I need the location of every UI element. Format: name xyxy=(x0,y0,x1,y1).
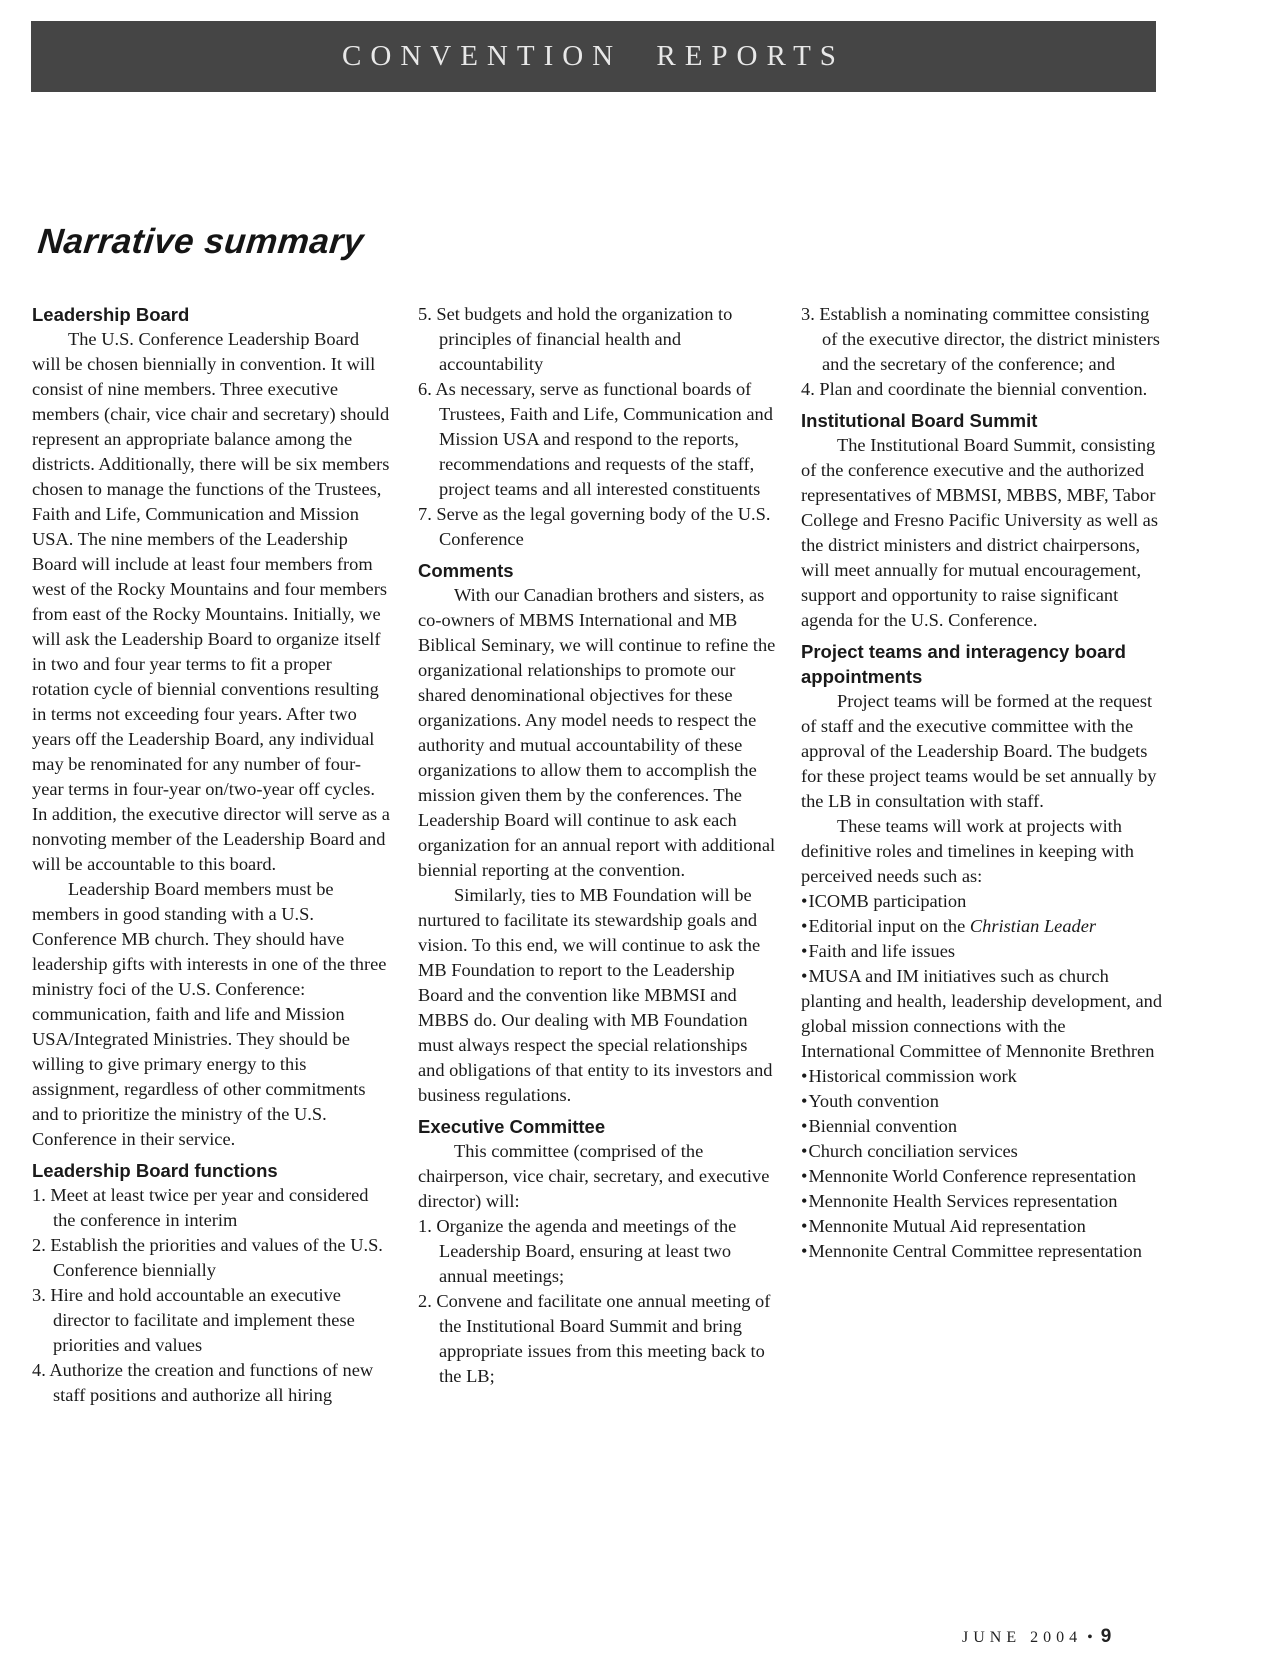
list-item: • Historical commission work xyxy=(801,1064,1163,1089)
functions-list xyxy=(32,1183,392,1408)
paragraph: These teams will work at projects with definitive roles and timelines in keeping with perceived needs such as: xyxy=(801,816,1134,886)
list-item: 1. Organize the agenda and meetings of the Leadership Board, ensuring at least two annual meetings; xyxy=(418,1216,737,1286)
heading-leadership-board-functions: Leadership Board functions xyxy=(32,1160,278,1181)
list-item: 2. Convene and facilitate one annual meeting of the Institutional Board Summit and bring appropriate issues from this meeting back to the LB; xyxy=(418,1291,771,1386)
page-number: 9 xyxy=(1100,1626,1112,1647)
list-item xyxy=(801,914,1163,939)
list-item: 3. Establish a nominating committee consisting of the executive director, the district ministers and the secretary of the conference; and xyxy=(801,304,1160,374)
paragraph: The Institutional Board Summit, consisting of the conference executive and the authorized representatives of MBMSI, MBBS, MBF, Tabor College and Fresno Pacific University as well as the district ministers and district chairpersons, will meet annually for mutual encouragement, support and opportunity to raise significant agenda for the U.S. Conference. xyxy=(801,435,1159,630)
heading-project-teams: Project teams and interagency board appointments xyxy=(801,641,1126,687)
needs-list xyxy=(801,889,1163,1264)
functions-list-continued xyxy=(418,302,778,552)
list-item: • Mennonite Central Committee representation xyxy=(801,1239,1163,1264)
section-banner: CONVENTION REPORTS xyxy=(31,21,1156,92)
list-item: • Church conciliation services xyxy=(801,1139,1163,1164)
page-footer xyxy=(962,1626,1111,1648)
list-item: • Biennial convention xyxy=(801,1114,1163,1139)
list-item: • Mennonite Health Services representation xyxy=(801,1189,1163,1214)
heading-leadership-board: Leadership Board xyxy=(32,304,190,325)
page-title: Narrative summary xyxy=(36,222,366,261)
executive-list xyxy=(418,1214,778,1389)
list-item: • Faith and life issues xyxy=(801,939,1163,964)
heading-executive-committee: Executive Committee xyxy=(418,1116,606,1137)
paragraph: Project teams will be formed at the request of staff and the executive committee with the approval of the Leadership Board. The budgets for these project teams would be set annually by the LB in consultation with staff. xyxy=(801,691,1157,811)
column-3 xyxy=(801,302,1163,1264)
list-item: • Mennonite World Conference representation xyxy=(801,1164,1163,1189)
heading-comments: Comments xyxy=(418,560,514,581)
heading-institutional-board-summit: Institutional Board Summit xyxy=(801,410,1038,431)
list-item: • ICOMB participation xyxy=(801,889,1163,914)
column-1 xyxy=(32,302,392,1408)
separator-bullet: • xyxy=(1087,1629,1093,1646)
list-item: 6. As necessary, serve as functional boards of Trustees, Faith and Life, Communication and Mission USA and respond to the reports, recommendations and requests of the staff, project teams and all interested constituents xyxy=(418,379,773,499)
paragraph: Similarly, ties to MB Foundation will be nurtured to facilitate its stewardship goals and vision. To this end, we will continue to ask the MB Foundation to report to the Leadership Board and the convention like MBMSI and MBBS do. Our dealing with MB Foundation must always respect the special relationships and obligations of that entity to its investors and business regulations. xyxy=(418,885,773,1105)
list-item: 1. Meet at least twice per year and considered the conference in interim xyxy=(32,1185,369,1230)
list-item: • Mennonite Mutual Aid representation xyxy=(801,1214,1163,1239)
list-item: 4. Authorize the creation and functions of new staff positions and authorize all hiring xyxy=(32,1360,374,1405)
list-item: 2. Establish the priorities and values of the U.S. Conference biennially xyxy=(32,1235,383,1280)
column-2 xyxy=(418,302,778,1389)
paragraph: With our Canadian brothers and sisters, as co-owners of MBMS International and MB Biblical Seminary, we will continue to refine the organizational relationships to promote our shared denominational objectives for these organizations. Any model needs to respect the authority and mutual accountability of these organizations to allow them to accomplish the mission given them by the conferences. The Leadership Board will continue to ask each organization for an annual report with additional biennial reporting at the convention. xyxy=(418,585,776,880)
paragraph: Leadership Board members must be members in good standing with a U.S. Conference MB church. They should have leadership gifts with interests in one of the three ministry foci of the U.S. Conference: communication, faith and life and Mission USA/Integrated Ministries. They should be willing to give primary energy to this assignment, regardless of other commitments and to prioritize the ministry of the U.S. Conference in their service. xyxy=(32,879,387,1149)
paragraph: This committee (comprised of the chairperson, vice chair, secretary, and executive director) will: xyxy=(418,1141,770,1211)
executive-list-continued xyxy=(801,302,1163,402)
list-item: 3. Hire and hold accountable an executive director to facilitate and implement these priorities and values xyxy=(32,1285,355,1355)
list-item: • MUSA and IM initiatives such as church planting and health, leadership development, and global mission connections with the International Committee of Mennonite Brethren xyxy=(801,964,1163,1064)
list-item: 4. Plan and coordinate the biennial convention. xyxy=(801,379,1148,399)
issue-date: JUNE 2004 xyxy=(962,1629,1083,1646)
list-item-text: Editorial input on the xyxy=(808,916,970,936)
publication-title: Christian Leader xyxy=(969,916,1097,936)
list-item: 7. Serve as the legal governing body of the U.S. Conference xyxy=(418,504,771,549)
paragraph: The U.S. Conference Leadership Board will be chosen biennially in convention. It will consist of nine members. Three executive members (chair, vice chair and secretary) should represent an appropriate balance among the districts. Additionally, there will be six members chosen to manage the functions of the Trustees, Faith and Life, Communication and Mission USA. The nine members of the Leadership Board will include at least four members from west of the Rocky Mountains and four members from east of the Rocky Mountains. Initially, we will ask the Leadership Board to organize itself in two and four year terms to fit a proper rotation cycle of biennial conventions resulting in terms not exceeding four years. After two years off the Leadership Board, any individual may be renominated for any number of four-year terms in four-year on/two-year off cycles. In addition, the executive director will serve as a nonvoting member of the Leadership Board and will be accountable to this board. xyxy=(32,329,390,874)
list-item: 5. Set budgets and hold the organization to principles of financial health and accountability xyxy=(418,304,733,374)
list-item: • Youth convention xyxy=(801,1089,1163,1114)
